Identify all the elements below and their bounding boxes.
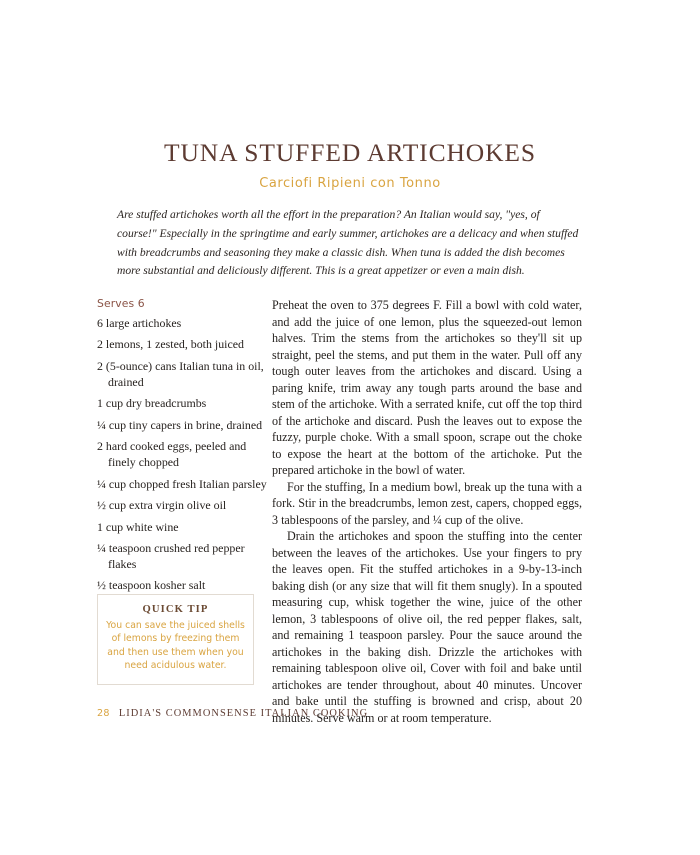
- recipe-subtitle: Carciofi Ripieni con Tonno: [259, 175, 441, 191]
- method-paragraph: For the stuffing, In a medium bowl, break up the tuna with a fork. Stir in the breadcrumbs, lemon zest, capers, chopped eggs, 3 tablespoons of the parsley, and ¼ cup of the olive.: [272, 479, 582, 527]
- page-footer: [97, 708, 368, 719]
- list-item: 1 cup white wine: [97, 519, 179, 534]
- running-head: LIDIA'S COMMONSENSE ITALIAN COOKING: [118, 708, 369, 719]
- ingredients-column: [97, 297, 269, 600]
- yield-label: Serves 6: [97, 297, 145, 310]
- list-item: ¼ cup chopped fresh Italian parsley: [97, 476, 267, 491]
- page-number: 28: [97, 708, 110, 719]
- recipe-title-block: [95, 140, 605, 191]
- list-item: 2 hard cooked eggs, peeled and finely chopped: [97, 439, 247, 470]
- list-item: ½ cup extra virgin olive oil: [97, 498, 227, 513]
- method-paragraph: Drain the artichokes and spoon the stuffing into the center between the leaves of the artichokes. Use your fingers to pry the leaves open. Fit the stuffed artichokes in a 9-by-13-inch baking dish (or any size that will fit them snugly). In a spouted measuring cup, whisk together the wine, juice of the other lemon, 3 tablespoons of olive oil, the red pepper flakes, salt, and remaining 1 teaspoon parsley. Pour the sauce around the artichokes in the baking dish. Drizzle the artichokes with remaining tablespoon olive oil, Cover with foil and bake until artichokes are tender throughout, about 40 minutes. Uncover and bake until the stuffing is browned and crisp, about 20 minutes. Serve warm or at room temperature.: [272, 529, 582, 725]
- method-paragraph: Preheat the oven to 375 degrees F. Fill a bowl with cold water, and add the juice of one lemon, plus the squeezed-out lemon halves. Trim the stems from the artichokes so they'll sit up straight, peel the stems, and put them in the water. Pull off any tough outer leaves from the artichokes and discard. Using a paring knife, trim away any tough parts around the base and stem of the artichoke. With a serrated knife, cut off the top third of the artichoke and discard. Push the leaves out to expose the fuzzy, purple choke. With a small spoon, scrape out the choke to expose the heart at the bottom of the artichoke. Put the prepared artichoke in the bowl of water.: [272, 298, 582, 477]
- quick-tip-box: [97, 594, 254, 685]
- list-item: 2 lemons, 1 zested, both juiced: [97, 337, 244, 352]
- list-item: ¼ teaspoon crushed red pepper flakes: [97, 540, 245, 571]
- method-column: [272, 297, 582, 726]
- ingredients-list: [97, 316, 269, 594]
- recipe-headnote: Are stuffed artichokes worth all the effort in the preparation? An Italian would say, "yes, of course!" Especially in the springtime and early summer, artichokes are a delicacy and when stuffed with breadcrumbs and seasoning they make a classic dish. When tuna is added the dish becomes more substantial and deliciously different. This is a great appetizer or even a main dish.: [117, 208, 579, 278]
- list-item: ½ teaspoon kosher salt: [97, 578, 206, 593]
- list-item: ¼ cup tiny capers in brine, drained: [97, 417, 263, 432]
- list-item: 1 cup dry breadcrumbs: [97, 396, 207, 411]
- list-item: 2 (5-ounce) cans Italian tuna in oil, drained: [97, 358, 264, 389]
- quick-tip-heading: QUICK TIP: [142, 604, 209, 615]
- list-item: 6 large artichokes: [97, 316, 182, 330]
- page-title: TUNA STUFFED ARTICHOKES: [164, 138, 536, 167]
- quick-tip-body: You can save the juiced shells of lemons by freezing them and then use them when you need acidulous water.: [106, 620, 245, 672]
